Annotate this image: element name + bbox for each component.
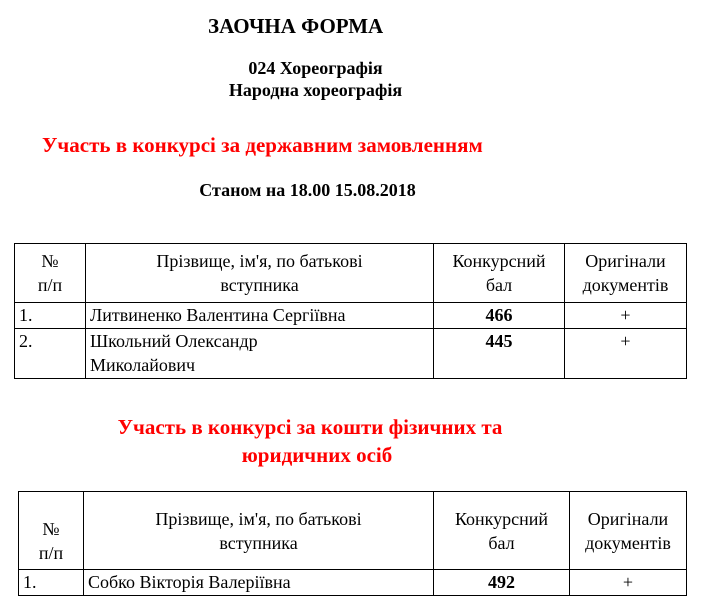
score-column-header: Конкурсний бал	[434, 492, 570, 570]
score-column-header: Конкурсний бал	[434, 244, 565, 303]
applicant-name: Собко Вікторія Валеріївна	[84, 570, 434, 596]
originals-mark: +	[570, 570, 687, 596]
table-header-row	[19, 492, 687, 570]
table-row	[15, 329, 687, 379]
name-column-header: Прізвище, ім'я, по батькові вступника	[84, 492, 434, 570]
applicant-name: Школьний Олександр Миколайович	[86, 329, 434, 379]
row-number: 2.	[15, 329, 86, 379]
paid-heading-line2: юридичних осіб	[241, 443, 393, 467]
specialization: Народна хореографія	[228, 80, 403, 100]
number-column-header: № п/п	[19, 492, 84, 570]
competitive-score: 492	[434, 570, 570, 596]
row-number: 1.	[15, 303, 86, 329]
row-number: 1.	[19, 570, 84, 596]
form-title: ЗАОЧНА ФОРМА	[208, 14, 384, 38]
paid-heading-line1: Участь в конкурсі за кошти фізичних та	[117, 415, 503, 439]
table-row	[15, 303, 687, 329]
number-column-header: № п/п	[15, 244, 86, 303]
state-order-table	[14, 243, 687, 379]
competitive-score: 445	[434, 329, 565, 379]
paid-table	[18, 491, 687, 596]
competitive-score: 466	[434, 303, 565, 329]
applicant-name: Литвиненко Валентина Сергіївна	[86, 303, 434, 329]
specialty-code: 024 Хореографія	[248, 58, 383, 78]
state-order-heading: Участь в конкурсі за державним замовленням	[42, 133, 483, 157]
table-header-row	[15, 244, 687, 303]
originals-column-header: Оригінали документів	[570, 492, 687, 570]
originals-column-header: Оригінали документів	[565, 244, 687, 303]
status-date: Станом на 18.00 15.08.2018	[199, 180, 416, 200]
originals-mark: +	[565, 303, 687, 329]
name-column-header: Прізвище, ім'я, по батькові вступника	[86, 244, 434, 303]
table-row	[19, 570, 687, 596]
originals-mark: +	[565, 329, 687, 379]
